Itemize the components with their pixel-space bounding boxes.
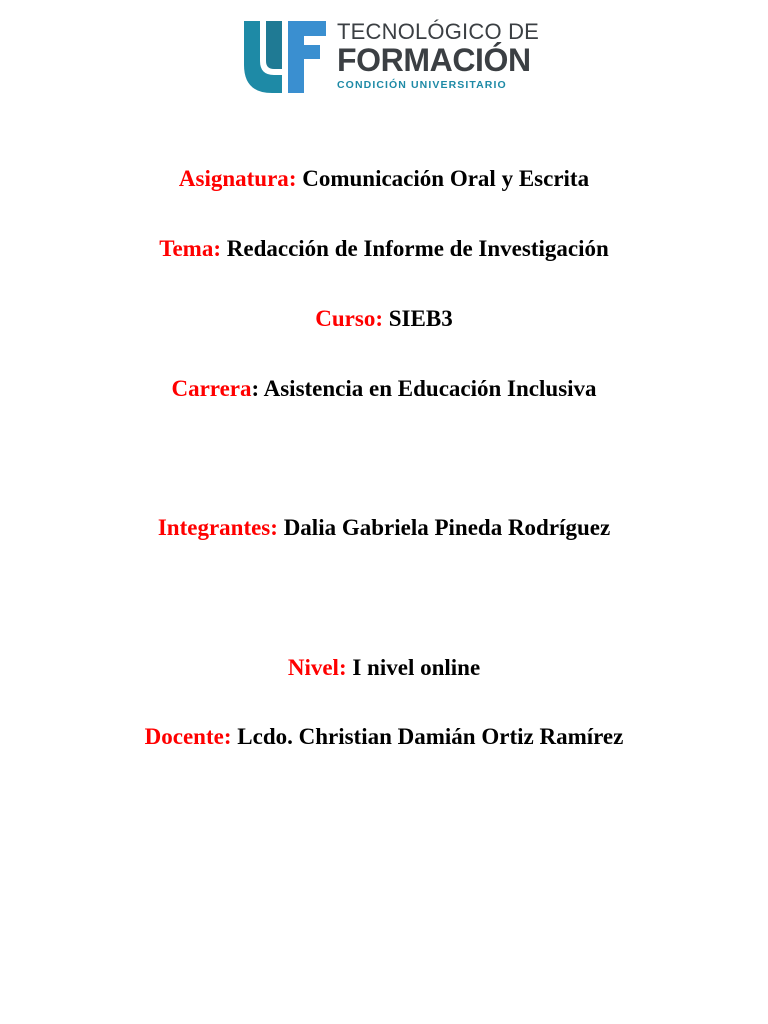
field-tema: Tema: Redacción de Informe de Investigación — [159, 236, 609, 261]
institution-logo — [242, 18, 542, 94]
tema-label: Tema — [159, 236, 214, 261]
logo-line-1: TECNOLÓGICO DE — [337, 19, 540, 44]
logo-mark-icon — [242, 21, 328, 93]
curso-label: Curso — [315, 306, 376, 331]
field-docente: Docente: Lcdo. Christian Damián Ortiz Ramírez — [144, 724, 624, 749]
tema-value: Redacción de Informe de Investigación — [226, 236, 609, 261]
asignatura-label: Asignatura — [178, 166, 289, 191]
integrantes-label: Integrantes — [157, 515, 271, 540]
integrantes-value: Dalia Gabriela Pineda Rodríguez — [283, 515, 611, 540]
field-asignatura: Asignatura: Comunicación Oral y Escrita — [178, 166, 590, 191]
carrera-value: Asistencia en Educación Inclusiva — [263, 376, 597, 401]
logo-text — [337, 20, 547, 92]
field-curso: Curso: SIEB3 — [315, 306, 453, 331]
docente-label: Docente — [144, 724, 224, 749]
logo-line-3: CONDICIÓN UNIVERSITARIO — [337, 79, 507, 91]
curso-value: SIEB3 — [388, 306, 453, 331]
asignatura-value: Comunicación Oral y Escrita — [302, 166, 590, 191]
docente-value: Lcdo. Christian Damián Ortiz Ramírez — [237, 724, 624, 749]
nivel-label: Nivel — [287, 655, 339, 680]
field-carrera: Carrera: Asistencia en Educación Inclusiva — [171, 376, 597, 401]
field-nivel: Nivel: I nivel online — [287, 655, 481, 680]
field-integrantes: Integrantes: Dalia Gabriela Pineda Rodríguez — [157, 515, 611, 540]
carrera-label: Carrera — [171, 376, 252, 401]
logo-line-2: FORMACIÓN — [337, 42, 531, 78]
nivel-value: I nivel online — [352, 655, 481, 680]
